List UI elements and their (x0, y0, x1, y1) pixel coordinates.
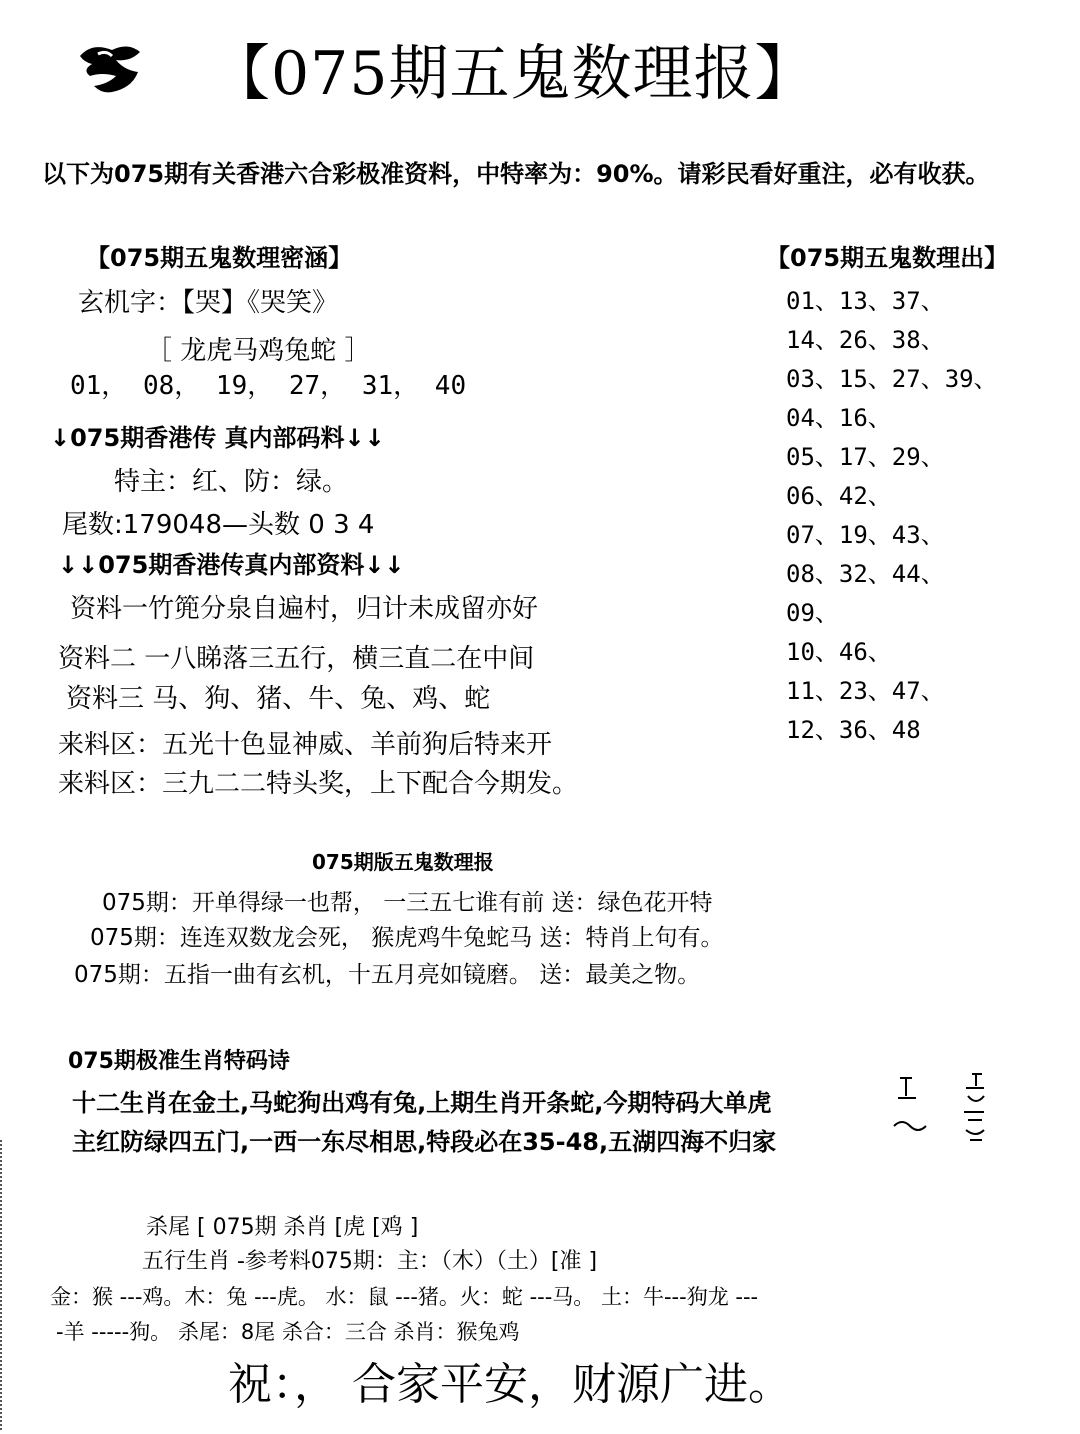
kill-line: 杀尾 [ 075期 杀肖 [虎 [鸡 ] (146, 1215, 419, 1240)
list-item: 07、19、43、 (786, 521, 945, 549)
smudge-stamp-icon (880, 1068, 990, 1158)
list-item: 11、23、47、 (786, 677, 945, 705)
list-item: 06、42、 (786, 482, 892, 510)
list-item: 14、26、38、 (786, 326, 945, 354)
lucky-numbers: 01， 08， 19， 27， 31， 40 (70, 371, 467, 401)
list-item: 01、13、37、 (786, 287, 945, 315)
middle-line-3: 075期：五指一曲有玄机，十五月亮如镜磨。 送：最美之物。 (74, 962, 701, 988)
list-item: 04、16、 (786, 404, 892, 432)
zodiac-list: ［ 龙虎马鸡兔蛇 ］ (146, 336, 371, 366)
data-two: 资料二 一八睇落三五行，横三直二在中间 (58, 644, 535, 674)
ink-brush-logo-icon (72, 36, 150, 100)
source-two: 来料区：三九二二特头奖，上下配合今期发。 (58, 769, 579, 799)
secret-heading: 【075期五鬼数理密涵】 (86, 244, 353, 272)
middle-line-2: 075期：连连双数龙会死， 猴虎鸡牛兔蛇马 送：特肖上句有。 (90, 925, 724, 951)
poem-line-1: 十二生肖在金土,马蛇狗出鸡有兔,上期生肖开条蛇,今期特码大单虎 (72, 1089, 772, 1117)
list-item: 12、36、48 (786, 716, 921, 744)
poem-heading: 075期极准生肖特码诗 (68, 1049, 290, 1074)
list-item: 10、46、 (786, 638, 892, 666)
elements-line-2: -羊 -----狗。 杀尾：8尾 杀合：三合 杀肖：猴兔鸡 (56, 1320, 520, 1344)
data-one: 资料一竹篼分泉自遍村，归计未成留亦好 (70, 594, 539, 624)
list-item: 03、15、27、39、 (786, 365, 998, 393)
scan-edge-divider (0, 1140, 5, 1430)
data-three: 资料三 马、狗、猪、牛、兔、鸡、蛇 (66, 684, 491, 714)
list-item: 09、 (786, 599, 839, 627)
special-color: 特主：红、防：绿。 (114, 467, 349, 497)
mystery-word: 玄机字：【哭】《哭笑》 (78, 288, 339, 318)
list-item: 08、32、44、 (786, 560, 945, 588)
output-heading: 【075期五鬼数理出】 (766, 244, 1009, 272)
inside-heading-1: ↓075期香港传 真内部码料↓↓ (50, 424, 385, 452)
blessing: 祝：， 合家平安，财源广进。 (228, 1359, 792, 1410)
output-number-list (786, 282, 998, 750)
tail-head-numbers: 尾数:179048—头数 0 3 4 (62, 510, 375, 540)
poem-line-2: 主红防绿四五门,一西一东尽相思,特段必在35-48,五湖四海不归家 (72, 1128, 777, 1156)
source-one: 来料区：五光十色显神威、羊前狗后特来开 (58, 730, 553, 760)
middle-line-1: 075期：开单得绿一也帮， 一三五七谁有前 送：绿色花开特 (102, 890, 713, 916)
middle-heading: 075期版五鬼数理报 (312, 850, 494, 874)
page-title: 【075期五鬼数理报】 (210, 39, 816, 109)
elements-line-1: 金：猴 ---鸡。木：兔 ---虎。 水：鼠 ---猪。火：蛇 ---马。 土：牛---狗龙 --- (50, 1285, 759, 1309)
intro-text: 以下为075期有关香港六合彩极准资料，中特率为：90%。请彩民看好重注，必有收获。 (42, 160, 990, 188)
wuxing-line: 五行生肖 -参考料075期：主：（木）（土）[准 ] (142, 1249, 598, 1274)
list-item: 05、17、29、 (786, 443, 945, 471)
inside-heading-2: ↓↓075期香港传真内部资料↓↓ (58, 551, 405, 579)
